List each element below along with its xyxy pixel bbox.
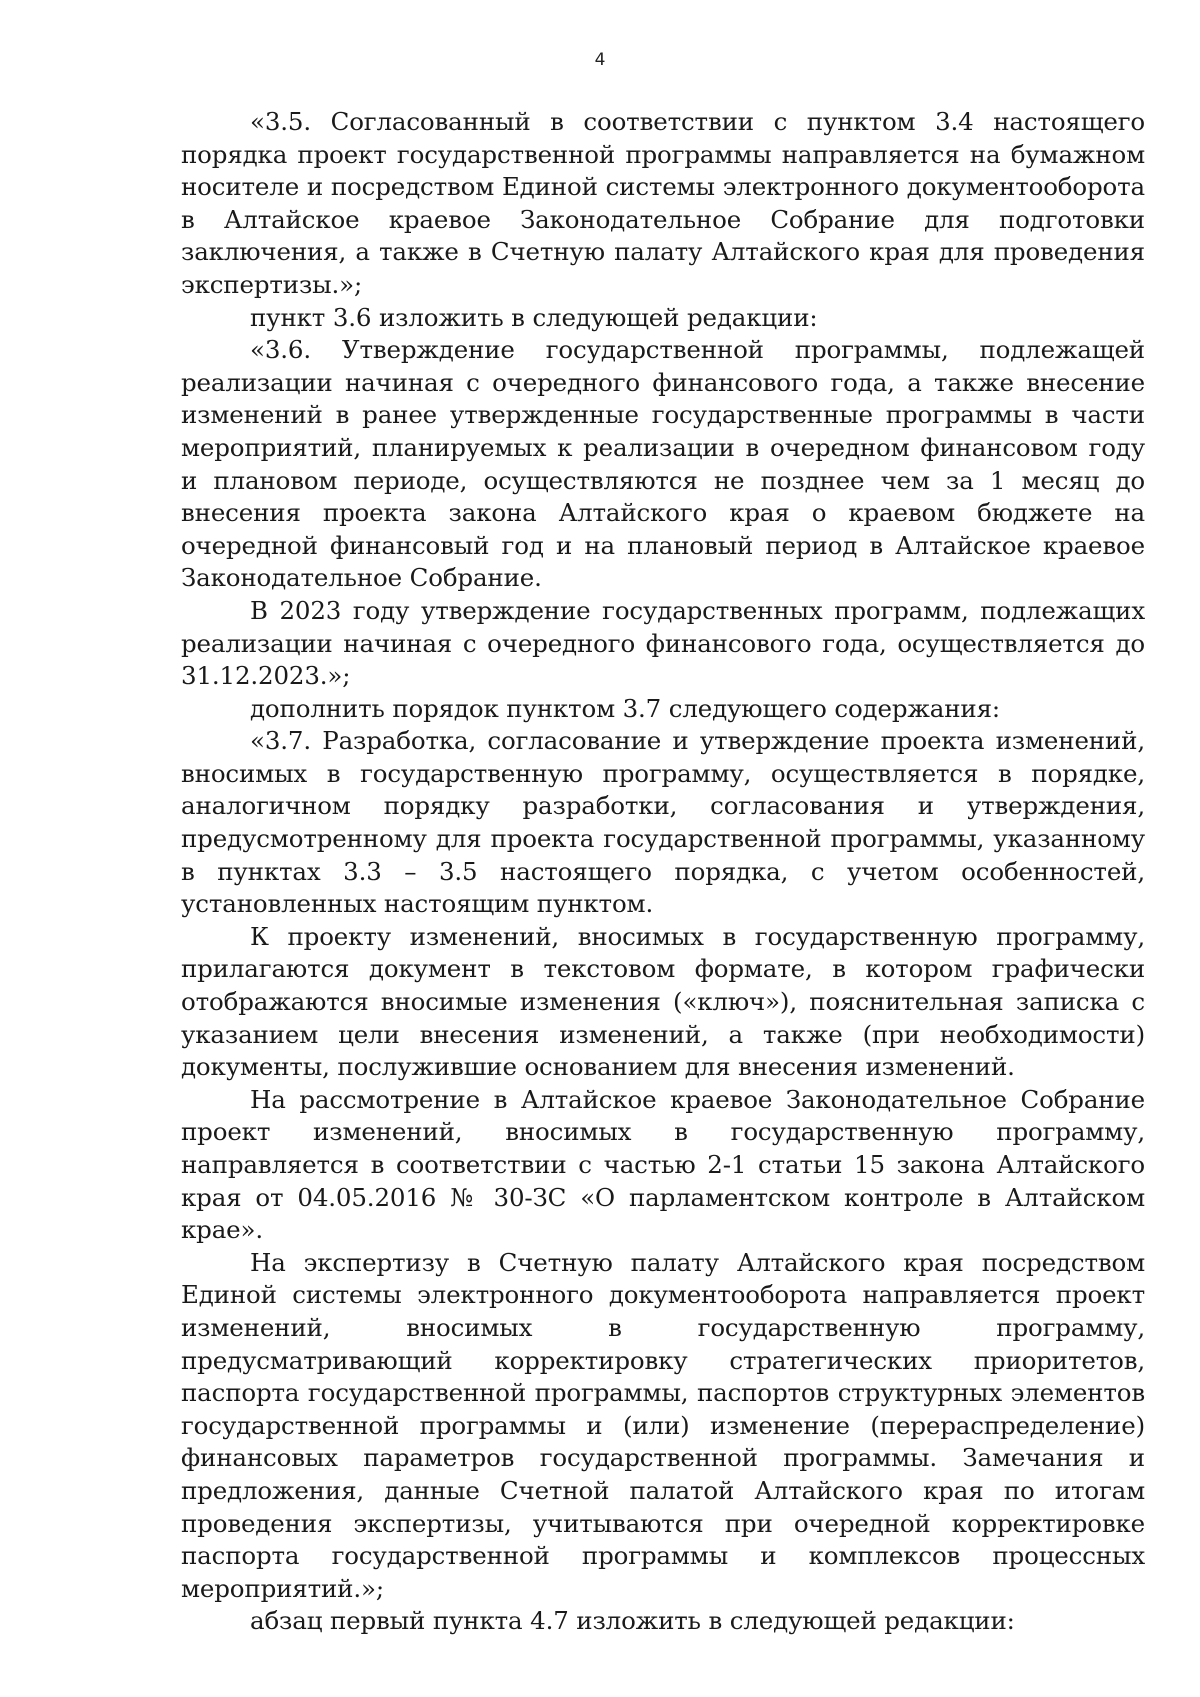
paragraph-attachments: К проекту изменений, вносимых в государственную программу, прилагаются документ в текстовом формате, в котором графически отображаются вносимые изменения («ключ»), пояснительная записка с указанием цели внесения изменений, а также (при необходимости) документы, послужившие основанием для внесения изменений. (181, 921, 1145, 1082)
document-body (181, 106, 1145, 1638)
paragraph-expertise: На экспертизу в Счетную палату Алтайского края посредством Единой системы электронного документооборота направляется проект изменений, вносимых в государственную программу, предусматривающий корректировку стратегических приоритетов, паспорта государственной программы, паспортов структурных элементов государственной программы и (или) изменение (перераспределение) финансовых параметров государственной программы. Замечания и предложения, данные Счетной палатой Алтайского края по итогам проведения экспертизы, учитываются при очередной корректировке паспорта государственной программы и комплексов процессных мероприятий.»; (181, 1247, 1145, 1603)
paragraph-2023-note: В 2023 году утверждение государственных программ, подлежащих реализации начиная с очередного финансового года, осуществляется до 31.12.2023.»; (181, 595, 1145, 691)
paragraph-3-6: «3.6. Утверждение государственной программы, подлежащей реализации начиная с очередного финансового года, а также внесение изменений в ранее утвержденные государственные программы в части мероприятий, планируемых к реализации в очередном финансовом году и плановом периоде, осуществляются не позднее чем за 1 месяц до внесения проекта закона Алтайского края о краевом бюджете на очередной финансовый год и на плановый период в Алтайское краевое Законодательное Собрание. (181, 335, 1145, 593)
paragraph-3-5: «3.5. Согласованный в соответствии с пунктом 3.4 настоящего порядка проект государственной программы направляется на бумажном носителе и посредством Единой системы электронного документооборота в Алтайское краевое Законодательное Собрание для подготовки заключения, а также в Счетную палату Алтайского края для проведения экспертизы.»; (181, 107, 1145, 299)
paragraph-3-7: «3.7. Разработка, согласование и утверждение проекта изменений, вносимых в государственную программу, осуществляется в порядке, аналогичном порядку разработки, согласования и утверждения, предусмотренному для проекта государственной программы, указанному в пунктах 3.3 – 3.5 настоящего порядка, с учетом особенностей, установленных настоящим пунктом. (181, 726, 1145, 919)
paragraph-add-3-7: дополнить порядок пунктом 3.7 следующего содержания: (250, 693, 1000, 723)
page-number: 4 (594, 50, 606, 70)
paragraph-amend-3-6: пункт 3.6 изложить в следующей редакции: (250, 302, 818, 332)
paragraph-amend-4-7: абзац первый пункта 4.7 изложить в следующей редакции: (250, 1606, 1015, 1636)
paragraph-legislative-review: На рассмотрение в Алтайское краевое Законодательное Собрание проект изменений, вносимых в государственную программу, направляется в соответствии с частью 2-1 статьи 15 закона Алтайского края от 04.05.2016 № 30-ЗС «О парламентском контроле в Алтайском крае». (181, 1084, 1145, 1245)
